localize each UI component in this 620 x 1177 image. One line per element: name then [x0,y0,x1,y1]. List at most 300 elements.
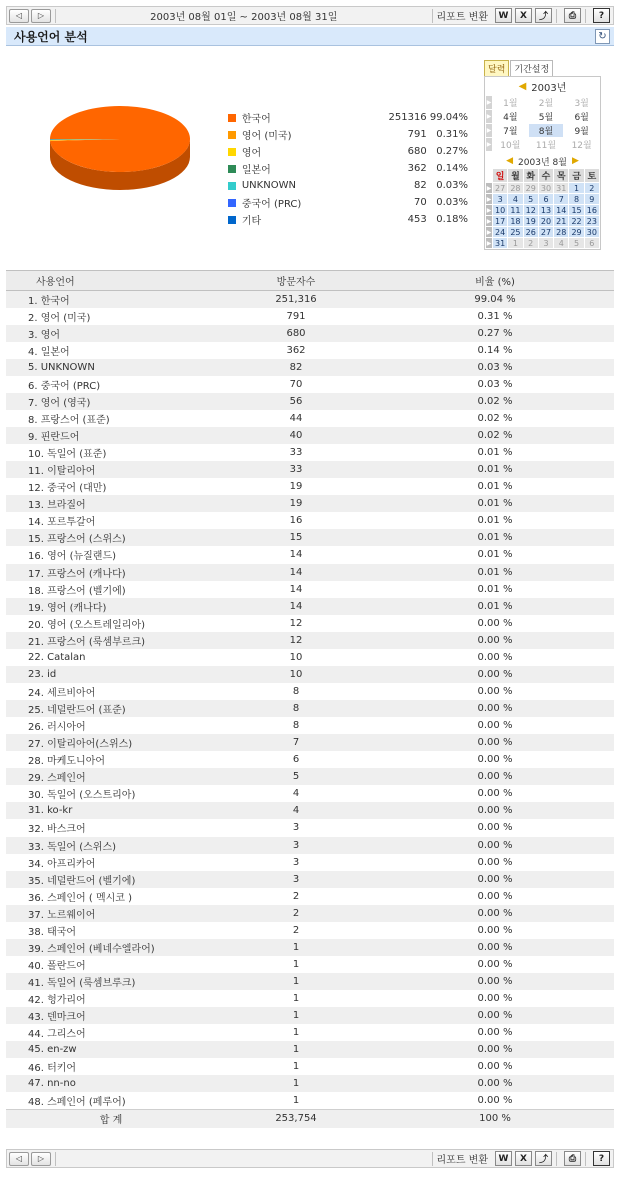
day-cell[interactable]: 2 [523,238,538,249]
export-icon: ⤴ [538,12,548,22]
legend-count: 680 [407,146,427,157]
total-label: 합 계 [6,1110,216,1128]
day-cell[interactable]: 10 [493,205,508,216]
legend-count: 70 [413,197,427,208]
row-arrow-icon[interactable]: ▶ [486,124,493,138]
table-row [6,1024,614,1041]
day-cell[interactable]: 3 [493,194,508,205]
legend-swatch [228,216,236,224]
visitors-cell: 4 [216,802,376,819]
day-cell[interactable]: 6 [584,238,599,249]
legend-percent: 0.03% [436,180,468,191]
language-cell: 21. 프랑스어 (룩셈부르크) [6,632,216,649]
visitors-cell: 12 [216,615,376,632]
ratio-cell: 0.03 % [376,359,614,376]
day-cell[interactable]: 7 [554,194,569,205]
toolbar-divider [55,9,56,23]
legend-percent: 0.18% [436,214,468,225]
language-cell: 16. 영어 (뉴질랜드) [6,546,216,563]
language-cell: 5. UNKNOWN [6,359,216,376]
table-row [6,581,614,598]
ratio-cell: 0.01 % [376,529,614,546]
visitors-cell: 1 [216,956,376,973]
visitors-cell: 362 [216,342,376,359]
language-cell: 1. 한국어 [6,291,216,308]
ratio-cell: 0.00 % [376,1092,614,1109]
day-cell[interactable]: 18 [508,216,523,227]
ratio-cell: 0.00 % [376,632,614,649]
table-row [6,598,614,615]
visitors-cell: 1 [216,1007,376,1024]
table-row [6,768,614,785]
ratio-cell: 0.00 % [376,854,614,871]
legend-swatch [228,148,236,156]
visitors-cell: 33 [216,444,376,461]
top-toolbar [6,6,614,25]
language-cell: 14. 포르투갈어 [6,512,216,529]
day-cell[interactable]: 31 [493,238,508,249]
ratio-cell: 0.01 % [376,461,614,478]
table-row [6,529,614,546]
legend-item [228,211,468,228]
calendar-tabs [484,62,601,76]
ratio-cell: 0.00 % [376,751,614,768]
section-title-bar [6,27,614,46]
ratio-cell: 0.00 % [376,905,614,922]
table-row [6,683,614,700]
language-table [6,270,614,1128]
ratio-cell: 0.00 % [376,888,614,905]
month-cell[interactable]: 10월 [493,138,529,152]
language-cell: 24. 세르비아어 [6,683,216,700]
week-arrow-icon[interactable]: ▶ [486,206,492,214]
year-label: 2003년 [531,82,567,94]
ratio-cell: 0.01 % [376,598,614,615]
day-cell[interactable]: 24 [493,227,508,238]
next-period-button[interactable] [31,9,51,23]
visitors-cell: 70 [216,376,376,393]
visitors-cell: 3 [216,837,376,854]
column-header-visitors: 방문자수 [216,271,376,291]
ratio-cell: 0.02 % [376,393,614,410]
table-row [6,922,614,939]
language-cell: 30. 독일어 (오스트리아) [6,785,216,802]
prev-period-button[interactable] [9,9,29,23]
day-cell[interactable]: 8 [569,194,584,205]
language-cell: 11. 이탈리아어 [6,461,216,478]
table-row [6,427,614,444]
day-cell[interactable]: 15 [569,205,584,216]
visitors-cell: 16 [216,512,376,529]
table-row [6,751,614,768]
table-row [6,359,614,376]
month-cell[interactable]: 11월 [528,138,564,152]
ratio-cell: 0.01 % [376,478,614,495]
day-cell[interactable]: 20 [538,216,553,227]
row-arrow-icon[interactable]: ▶ [486,138,493,152]
print-button[interactable] [564,1151,581,1166]
legend-label: UNKNOWN [241,180,296,191]
day-cell[interactable]: 23 [584,216,599,227]
legend-item [228,160,468,177]
month-cell[interactable]: 6월 [564,110,600,124]
visitors-cell: 1 [216,973,376,990]
pie-chart [44,104,196,200]
legend-item [228,177,468,194]
visitors-cell: 791 [216,308,376,325]
language-cell: 32. 바스크어 [6,819,216,836]
ratio-cell: 0.01 % [376,546,614,563]
language-cell: 26. 러시아어 [6,717,216,734]
day-cell[interactable]: 19 [523,216,538,227]
table-row [6,888,614,905]
legend-swatch [228,165,236,173]
legend-item [228,109,468,126]
row-arrow-icon[interactable]: ▶ [486,96,493,110]
visitors-cell: 680 [216,325,376,342]
ratio-cell: 0.00 % [376,1007,614,1024]
ratio-cell: 0.00 % [376,1041,614,1058]
tab-period-setting[interactable]: 기간설정 [510,60,553,76]
visitors-cell: 14 [216,564,376,581]
language-cell: 34. 아프리카어 [6,854,216,871]
legend-label: 영어 (미국) [241,131,292,142]
table-row [6,854,614,871]
language-cell: 2. 영어 (미국) [6,308,216,325]
help-button[interactable]: ? [593,1151,610,1166]
visitors-cell: 1 [216,939,376,956]
weekday-header: 토 [584,169,599,183]
weekday-header: 월 [508,169,523,183]
legend-swatch [228,199,236,207]
ratio-cell: 0.00 % [376,1058,614,1075]
visitors-cell: 1 [216,990,376,1007]
ratio-cell: 0.00 % [376,1024,614,1041]
language-cell: 25. 네덜란드어 (표준) [6,700,216,717]
ratio-cell: 0.14 % [376,342,614,359]
day-cell[interactable]: 11 [508,205,523,216]
week-row [486,227,600,238]
tab-calendar[interactable]: 달력 [484,60,509,76]
table-row [6,495,614,512]
visitors-cell: 10 [216,649,376,666]
day-cell[interactable]: 4 [508,194,523,205]
day-cell[interactable]: 9 [584,194,599,205]
legend-percent: 0.14% [436,163,468,174]
total-row [6,1110,614,1128]
month-cell[interactable]: 7월 [493,124,529,138]
legend-label: 중국어 (PRC) [241,199,302,210]
export-word-button[interactable]: W [495,1151,512,1166]
language-cell: 18. 프랑스어 (벨기에) [6,581,216,598]
week-arrow-icon[interactable]: ▶ [486,239,492,247]
report-label: 리포트 변환 [436,1155,488,1166]
table-row [6,615,614,632]
language-cell: 44. 그리스어 [6,1024,216,1041]
visitors-cell: 1 [216,1041,376,1058]
visitors-cell: 1 [216,1024,376,1041]
language-cell: 15. 프랑스어 (스위스) [6,529,216,546]
language-cell: 3. 영어 [6,325,216,342]
export-word-button[interactable]: W [495,8,512,23]
chart-legend [228,109,468,228]
table-row [6,837,614,854]
ratio-cell: 0.00 % [376,666,614,683]
visitors-cell: 15 [216,529,376,546]
language-cell: 41. 독일어 (룩셈브루크) [6,973,216,990]
legend-percent: 0.03% [436,197,468,208]
day-cell[interactable]: 31 [554,183,569,194]
day-cell[interactable]: 25 [508,227,523,238]
table-row [6,1092,614,1109]
ratio-cell: 99.04 % [376,291,614,308]
visitors-cell: 14 [216,546,376,563]
ratio-cell: 0.00 % [376,973,614,990]
visitors-cell: 1 [216,1092,376,1109]
toolbar-divider [55,1152,56,1166]
toolbar-divider [432,1152,433,1166]
legend-percent: 0.27% [436,146,468,157]
week-arrow-icon[interactable]: ▶ [486,195,492,203]
table-row [6,785,614,802]
weekday-header: 일 [493,169,508,183]
ratio-cell: 0.00 % [376,785,614,802]
row-arrow-icon[interactable]: ▶ [486,110,493,124]
ratio-cell: 0.00 % [376,1075,614,1092]
week-row [486,183,600,194]
month-cell[interactable]: 1월 [493,96,529,110]
ratio-cell: 0.00 % [376,768,614,785]
table-row [6,717,614,734]
printer-icon: ⎙ [568,1153,577,1164]
language-cell: 46. 터키어 [6,1058,216,1075]
table-row [6,871,614,888]
month-cell[interactable]: 3월 [564,96,600,110]
report-label: 리포트 변환 [436,12,488,23]
day-cell[interactable]: 28 [554,227,569,238]
chart-area [6,46,614,268]
corner-cell [486,169,493,183]
day-cell[interactable]: 28 [508,183,523,194]
day-cell[interactable]: 29 [523,183,538,194]
ratio-cell: 0.01 % [376,444,614,461]
day-cell[interactable]: 27 [538,227,553,238]
month-cell[interactable]: 5월 [528,110,564,124]
table-row [6,990,614,1007]
export-other-button[interactable] [535,8,552,23]
day-cell[interactable]: 14 [554,205,569,216]
day-cell[interactable]: 17 [493,216,508,227]
prev-year-icon[interactable]: ◀ [518,80,527,92]
toolbar-divider [432,9,433,23]
export-excel-button[interactable]: X [515,8,532,23]
table-row [6,291,614,308]
weekday-header: 화 [523,169,538,183]
table-row [6,649,614,666]
visitors-cell: 1 [216,1058,376,1075]
legend-label: 기타 [241,216,262,227]
prev-period-button[interactable] [9,1152,29,1166]
day-cell[interactable]: 1 [569,183,584,194]
legend-label: 일본어 [241,165,271,176]
legend-percent: 99.04% [429,112,468,123]
language-cell: 22. Catalan [6,649,216,666]
table-row [6,956,614,973]
month-cell-selected[interactable]: 8월 [528,124,564,138]
legend-percent: 0.31% [436,129,468,140]
export-other-button[interactable] [535,1151,552,1166]
day-cell[interactable]: 22 [569,216,584,227]
table-row [6,376,614,393]
ratio-cell: 0.02 % [376,410,614,427]
language-cell: 6. 중국어 (PRC) [6,376,216,393]
ratio-cell: 0.00 % [376,683,614,700]
legend-item [228,194,468,211]
day-grid [485,168,600,249]
next-month-icon[interactable]: ▶ [571,156,579,166]
export-excel-button[interactable]: X [515,1151,532,1166]
table-row [6,939,614,956]
visitors-cell: 82 [216,359,376,376]
day-cell[interactable]: 5 [523,194,538,205]
legend-swatch [228,114,236,122]
language-cell: 47. nn-no [6,1075,216,1092]
ratio-cell: 0.00 % [376,649,614,666]
table-row [6,802,614,819]
language-cell: 36. 스페인어 ( 멕시코 ) [6,888,216,905]
help-button[interactable]: ? [593,8,610,23]
visitors-cell: 44 [216,410,376,427]
visitors-cell: 2 [216,905,376,922]
day-cell[interactable]: 30 [538,183,553,194]
day-cell[interactable]: 12 [523,205,538,216]
visitors-cell: 3 [216,819,376,836]
print-button[interactable] [564,8,581,23]
arrow-right-icon: ▷ [37,11,45,20]
day-cell[interactable]: 13 [538,205,553,216]
language-cell: 48. 스페인어 (페루어) [6,1092,216,1109]
day-cell[interactable]: 4 [554,238,569,249]
table-row [6,905,614,922]
table-row [6,632,614,649]
table-row [6,666,614,683]
legend-count: 362 [407,163,427,174]
ratio-cell: 0.27 % [376,325,614,342]
visitors-cell: 3 [216,871,376,888]
day-cell[interactable]: 26 [523,227,538,238]
ratio-cell: 0.00 % [376,819,614,836]
calendar-box [484,76,601,250]
legend-count: 791 [407,129,427,140]
week-row [486,238,600,249]
month-selector [485,154,600,168]
language-cell: 17. 프랑스어 (캐나다) [6,564,216,581]
day-cell[interactable]: 1 [508,238,523,249]
month-cell[interactable]: 12월 [564,138,600,152]
language-cell: 38. 태국어 [6,922,216,939]
month-grid [485,95,600,152]
visitors-cell: 3 [216,854,376,871]
week-arrow-icon[interactable]: ▶ [486,184,492,192]
week-arrow-icon[interactable]: ▶ [486,217,492,225]
day-cell[interactable]: 16 [584,205,599,216]
language-cell: 39. 스페인어 (베네수엘라어) [6,939,216,956]
visitors-cell: 10 [216,666,376,683]
day-cell[interactable]: 3 [538,238,553,249]
table-row [6,819,614,836]
month-cell[interactable]: 4월 [493,110,529,124]
ratio-cell: 0.00 % [376,700,614,717]
day-cell[interactable]: 21 [554,216,569,227]
export-icon: ⤴ [538,1155,548,1165]
visitors-cell: 8 [216,683,376,700]
legend-label: 한국어 [241,114,271,125]
day-cell[interactable]: 30 [584,227,599,238]
toolbar-divider [585,9,586,23]
table-row [6,546,614,563]
ratio-cell: 0.01 % [376,495,614,512]
language-cell: 10. 독일어 (표준) [6,444,216,461]
visitors-cell: 2 [216,888,376,905]
language-cell: 12. 중국어 (대만) [6,478,216,495]
table-row [6,342,614,359]
printer-icon: ⎙ [568,10,577,21]
month-cell[interactable]: 9월 [564,124,600,138]
month-cell[interactable]: 2월 [528,96,564,110]
visitors-cell: 251,316 [216,291,376,308]
arrow-left-icon: ◁ [15,1154,23,1163]
day-cell[interactable]: 2 [584,183,599,194]
next-period-button[interactable] [31,1152,51,1166]
visitors-cell: 1 [216,1075,376,1092]
ratio-cell: 0.03 % [376,376,614,393]
day-cell[interactable]: 5 [569,238,584,249]
legend-swatch [228,182,236,190]
ratio-cell: 0.31 % [376,308,614,325]
visitors-cell: 4 [216,785,376,802]
language-cell: 40. 폴란드어 [6,956,216,973]
table-row [6,325,614,342]
language-cell: 29. 스페인어 [6,768,216,785]
day-cell[interactable]: 6 [538,194,553,205]
language-cell: 45. en-zw [6,1041,216,1058]
visitors-cell: 14 [216,581,376,598]
toolbar-divider [556,9,557,23]
ratio-cell: 0.00 % [376,802,614,819]
arrow-right-icon: ▷ [37,1154,45,1163]
visitors-cell: 8 [216,717,376,734]
language-cell: 13. 브라질어 [6,495,216,512]
table-row [6,393,614,410]
language-cell: 42. 헝가리어 [6,990,216,1007]
prev-month-icon[interactable]: ◀ [506,156,514,166]
day-cell[interactable]: 29 [569,227,584,238]
visitors-cell: 2 [216,922,376,939]
day-cell[interactable]: 27 [493,183,508,194]
week-row [486,216,600,227]
table-row [6,973,614,990]
arrow-left-icon: ◁ [15,11,23,20]
ratio-cell: 0.00 % [376,871,614,888]
table-row [6,512,614,529]
table-row [6,444,614,461]
week-arrow-icon[interactable]: ▶ [486,228,492,236]
bottom-toolbar [6,1149,614,1168]
legend-item [228,143,468,160]
calendar-widget [484,62,601,250]
table-row [6,308,614,325]
refresh-button[interactable] [595,29,610,44]
